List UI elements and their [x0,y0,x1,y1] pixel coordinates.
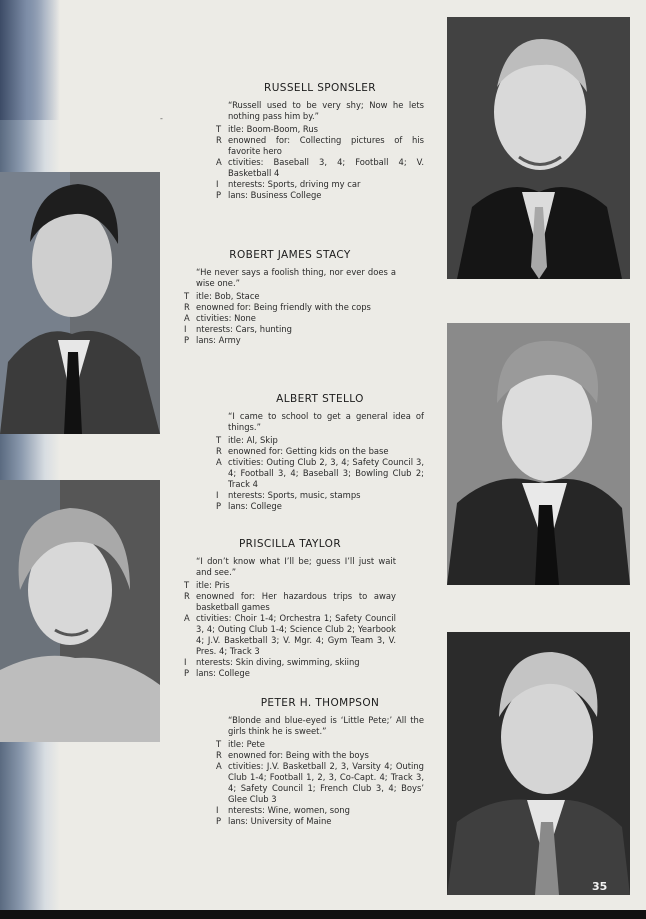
drop-initial: A [216,457,222,467]
plans-line [184,668,396,679]
activities-line [216,761,424,805]
title-line [184,291,396,302]
plans-line [216,501,424,512]
title-line [216,435,424,446]
drop-initial: I [184,324,187,334]
activities-line [216,157,424,179]
drop-initial: T [216,435,222,445]
line-text: ctivities: Choir 1-4; Orchestra 1; Safety Council 3, 4; Outing Club 1-4; Science Club 2; Yearbook 4; J.V. Basketball 3; V. Mgr. 4; Gym Team 3, V. Pres. 4; Track 3 [196,613,396,656]
line-text: itle: Al, Skip [228,435,278,445]
portrait-image [0,172,160,434]
drop-initial: I [216,805,219,815]
drop-initial: T [184,291,190,301]
student-quote: “Russell used to be very shy; Now he lets nothing pass him by.” [228,100,424,121]
renowned-line [184,591,396,613]
line-text: itle: Bob, Stace [196,291,260,301]
title-line [216,739,424,750]
photo-peter-h-thompson [447,632,630,895]
interests-line [216,805,424,816]
drop-initial: T [184,580,190,590]
drop-initial: P [216,190,222,200]
line-text: lans: Business College [228,190,322,200]
drop-initial: R [216,446,222,456]
line-text: enowned for: Being friendly with the cops [196,302,371,312]
line-text: itle: Pris [196,580,230,590]
photo-albert-stello [447,323,630,585]
student-quote: “I came to school to get a general idea of things.” [228,411,424,432]
drop-initial: R [216,750,222,760]
drop-initial: I [216,490,219,500]
student-name: RUSSELL SPONSLER [264,82,376,94]
student-name: PRISCILLA TAYLOR [238,538,342,550]
activities-line [184,613,396,657]
line-text: lans: University of Maine [228,816,332,826]
student-entry-russell [216,82,424,201]
line-text: nterests: Skin diving, swimming, skiing [196,657,360,667]
line-text: lans: College [228,501,282,511]
line-text: ctivities: Baseball 3, 4; Football 4; V. Basketball 4 [228,157,424,178]
drop-initial: I [184,657,187,667]
title-line [216,124,424,135]
interests-line [184,324,396,335]
student-name: PETER H. THOMPSON [260,697,380,709]
interests-line [216,179,424,190]
line-text: nterests: Sports, driving my car [228,179,361,189]
drop-initial: R [184,591,190,601]
student-entry-albert [216,393,424,512]
portrait-image [447,17,630,279]
drop-initial: A [216,157,222,167]
line-text: enowned for: Collecting pictures of his favorite hero [228,135,424,156]
line-text: enowned for: Getting kids on the base [228,446,389,456]
student-entry-priscilla [184,538,396,679]
line-text: nterests: Sports, music, stamps [228,490,361,500]
activities-line [216,457,424,490]
portrait-image [447,632,630,895]
drop-initial: A [184,613,190,623]
photo-robert-james-stacy [0,172,160,434]
line-text: nterests: Wine, women, song [228,805,350,815]
portrait-image [0,480,160,742]
student-entry-peter [216,697,424,827]
drop-initial: P [216,816,222,826]
plans-line [184,335,396,346]
line-text: ctivities: J.V. Basketball 2, 3, Varsity 4; Outing Club 1-4; Football 1, 2, 3, Co-Capt. 4; Track 3, 4; Safety Council 1; French Club 3, 4; Boys’ Glee Club 3 [228,761,424,804]
title-line [184,580,396,591]
portrait-image [447,323,630,585]
binding-shadow [0,0,60,919]
photo-russell-sponsler [447,17,630,279]
drop-initial: P [184,335,190,345]
line-text: ctivities: Outing Club 2, 3, 4; Safety Council 3, 4; Football 3, 4; Baseball 3; Bowling Club 2; Track 4 [228,457,424,489]
drop-initial: T [216,124,222,134]
line-text: itle: Boom-Boom, Rus [228,124,319,134]
student-quote: “He never says a foolish thing, nor ever does a wise one.” [196,267,396,288]
student-name: ALBERT STELLO [276,393,364,405]
student-name: ROBERT JAMES STACY [229,249,351,261]
line-text: itle: Pete [228,739,265,749]
page-number: 35 [592,880,608,893]
line-text: nterests: Cars, hunting [196,324,292,334]
line-text: enowned for: Being with the boys [228,750,369,760]
drop-initial: R [216,135,222,145]
line-text: lans: Army [196,335,241,345]
renowned-line [216,446,424,457]
activities-line [184,313,396,324]
interests-line [184,657,396,668]
binding-shadow-top [0,0,60,120]
student-quote: “Blonde and blue-eyed is ‘Little Pete;’ All the girls think he is sweet.” [228,715,424,736]
interests-line [216,490,424,501]
drop-initial: I [216,179,219,189]
renowned-line [216,750,424,761]
student-entry-robert [184,249,396,346]
line-text: enowned for: Her hazardous trips to away basketball games [196,591,396,612]
renowned-line [216,135,424,157]
drop-initial: A [216,761,222,771]
plans-line [216,190,424,201]
plans-line [216,816,424,827]
line-text: ctivities: None [196,313,256,323]
margin-mark: - [160,114,163,123]
renowned-line [184,302,396,313]
line-text: lans: College [196,668,250,678]
drop-initial: R [184,302,190,312]
drop-initial: P [184,668,190,678]
scan-edge [0,910,646,919]
photo-priscilla-taylor [0,480,160,742]
drop-initial: A [184,313,190,323]
drop-initial: T [216,739,222,749]
student-quote: “I don’t know what I’ll be; guess I’ll just wait and see.” [196,556,396,577]
drop-initial: P [216,501,222,511]
